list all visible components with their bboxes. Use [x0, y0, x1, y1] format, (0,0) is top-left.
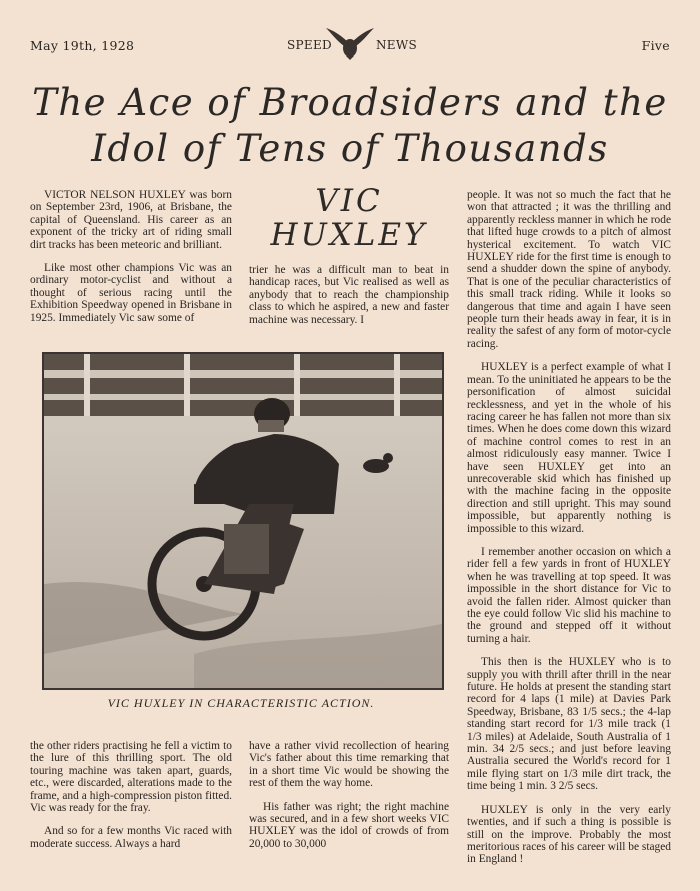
masthead [282, 24, 418, 60]
masthead-left-text: SPEED [287, 38, 332, 52]
paragraph: Like most other champions Vic was an ordinary motor-cyclist and without a thought of serious racing until the Exhibition Speedway opened in Brisbane in 1925. Immediately Vic saw some of [30, 262, 232, 324]
paragraph: people. It was not so much the fact that he won that attracted ; it was the thrilling and apparently reckless manner in which he rode that lifted huge crowds to a pitch of almost hysterical excitement. To watch VIC HUXLEY ride for the first time is enough to send a shudder down the spine of anybody. That is one of the peculiar characteristics of this small track riding. While it looks so dangerous that time and again I have seen people turn their heads away in fear, it is in reality the safest of any form of motor-cycle racing. [467, 189, 671, 350]
paragraph: I remember another occasion on which a rider fell a few yards in front of HUXLEY when he was travelling at top speed. It was impossible in the short distance for Vic to avoid the fallen rider. Almost quicker than the eye could follow Vic slid his machine to the ground and stepped off it without turning a hair. [467, 545, 671, 645]
name-heading-line-1: VIC [315, 183, 383, 219]
photo-caption: VIC HUXLEY IN CHARACTERISTIC ACTION. [107, 696, 375, 710]
paragraph: HUXLEY is a perfect example of what I mean. To the uninitiated he appears to be the personification of almost suicidal recklessness, and yet in the whole of his racing career he has fallen not more than six times. When he does come down this wizard of machine control comes to rest in an almost ridiculously easy manner. Twice I have seen HUXLEY get into an unrecoverable skid which has finished up with the machine facing in the opposite direction and still upright. This may sound impossible, but apparently nothing is impossible to this wizard. [467, 361, 671, 535]
winged-emblem-icon [326, 24, 374, 60]
column-3 [467, 189, 671, 877]
issue-date: May 19th, 1928 [30, 38, 135, 53]
paragraph: This then is the HUXLEY who is to supply you with thrill after thrill in the near future. He holds at present the standing start record for 4 laps (1 mile) at Davies Park Speedway, Brisbane, 83 1/5 secs.; the 4-lap standing start record for 1/3 mile track (1 1/3 miles) at Adelaide, South Australia of 1 min. 34 2/5 secs.; and just before leaving Australia secured the World's record for 1 mile flying start on 1/3 mile dirt track, the time being 1 min. 3 2/5 secs. [467, 656, 671, 793]
masthead-right-text: NEWS [376, 38, 418, 52]
paragraph: the other riders practising he fell a victim to the lure of this thrilling sport. The old touring machine was taken apart, guards, etc., were discarded, alterations made to the frame, and a high-compression piston fitted. Vic was ready for the fray. [30, 740, 232, 815]
headline-line-2: Idol of Tens of Thousands [91, 127, 609, 170]
column-2-bottom [249, 740, 449, 861]
page-number: Five [641, 38, 670, 53]
column-1-top [30, 189, 232, 335]
paragraph: His father was right; the right machine was secured, and in a few short weeks VIC HUXLEY was the idol of crowds of from 20,000 to 30,000 [249, 800, 449, 850]
column-2-top [249, 264, 449, 337]
paragraph: And so for a few months Vic raced with moderate success. Always a hard [30, 825, 232, 850]
name-heading-line-2: HUXLEY [270, 217, 428, 254]
rider-photo [42, 352, 444, 690]
name-heading [244, 184, 454, 252]
paragraph: VICTOR NELSON HUXLEY was born on September 23rd, 1906, at Brisbane, the capital of Queensland. His career as an exponent of the tricky art of riding small dirt tracks has been meteoric and brilliant. [30, 189, 232, 251]
paragraph: trier he was a difficult man to beat in handicap races, but Vic realised as well as anybody that to reach the championship class to which he aspired, a new and faster machine was necessary. I [249, 264, 449, 326]
headline-line-1: The Ace of Broadsiders and the [32, 81, 668, 124]
column-1-bottom [30, 740, 232, 861]
paragraph: have a rather vivid recollection of hearing Vic's father about this time remarking that in a short time Vic would be showing the rest of them the way home. [249, 740, 449, 790]
paragraph: HUXLEY is only in the very early twenties, and if such a thing is possible is still on the improve. Probably the most meritorious races of his career will be staged in England ! [467, 803, 672, 866]
motorcycle-rider-image [44, 354, 442, 688]
